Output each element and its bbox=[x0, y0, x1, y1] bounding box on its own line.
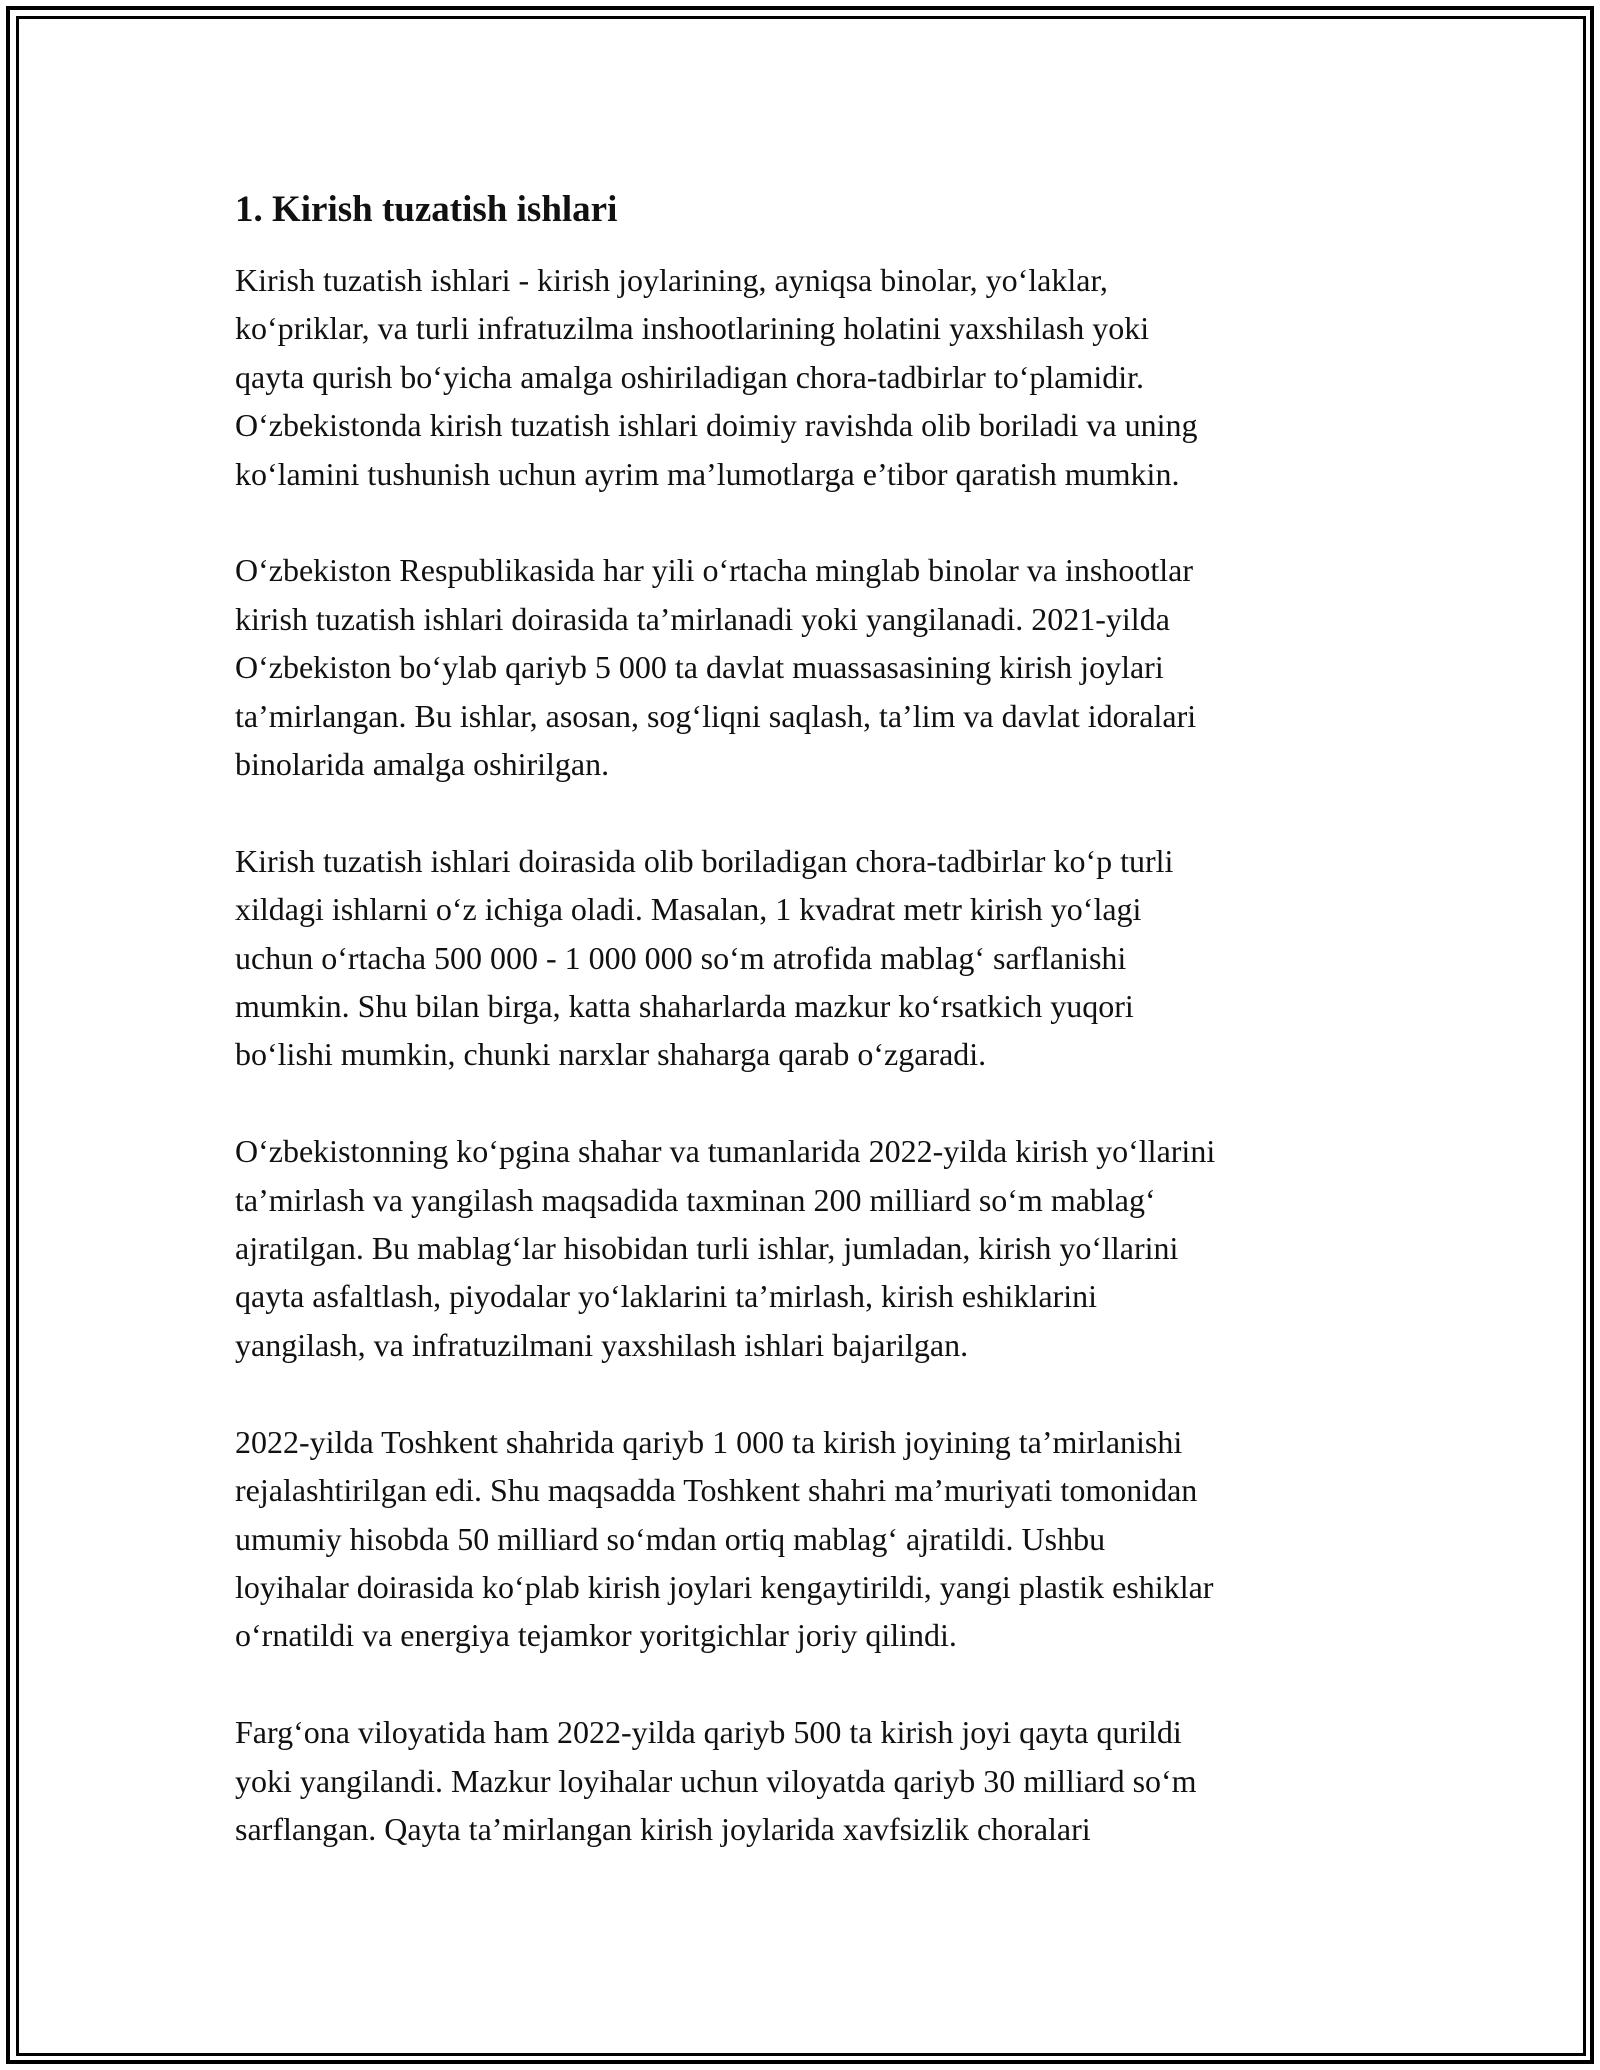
text-line: sarflangan. Qayta ta’mirlangan kirish joylarida xavfsizlik choralari bbox=[235, 1810, 1091, 1847]
text-line: O‘zbekistonda kirish tuzatish ishlari doimiy ravishda olib boriladi va uning bbox=[235, 407, 1198, 444]
text-line: binolarida amalga oshirilgan. bbox=[235, 746, 610, 783]
document-body bbox=[235, 186, 1375, 1902]
text-line: yoki yangilandi. Mazkur loyihalar uchun viloyatda qariyb 30 milliard so‘m bbox=[235, 1762, 1197, 1799]
text-line: Kirish tuzatish ishlari doirasida olib boriladigan chora-tadbirlar ko‘p turli bbox=[235, 842, 1174, 879]
text-line: bo‘lishi mumkin, chunki narxlar shaharga qarab o‘zgaradi. bbox=[235, 1036, 987, 1073]
text-line: ta’mirlash va yangilash maqsadida taxminan 200 milliard so‘m mablag‘ bbox=[235, 1181, 1156, 1218]
text-line: ko‘priklar, va turli infratuzilma inshootlarining holatini yaxshilash yoki bbox=[235, 310, 1150, 347]
text-line: yangilash, va infratuzilmani yaxshilash ishlari bajarilgan. bbox=[235, 1326, 969, 1363]
text-line: kirish tuzatish ishlari doirasida ta’mirlanadi yoki yangilanadi. 2021-yilda bbox=[235, 600, 1170, 637]
paragraph-2 bbox=[235, 546, 1375, 788]
paragraph-3 bbox=[235, 837, 1375, 1079]
text-line: o‘rnatildi va energiya tejamkor yoritgichlar joriy qilindi. bbox=[235, 1617, 957, 1654]
paragraph-1 bbox=[235, 256, 1375, 498]
text-line: ta’mirlangan. Bu ishlar, asosan, sog‘liqni saqlash, ta’lim va davlat idoralari bbox=[235, 697, 1197, 734]
text-line: qayta qurish bo‘yicha amalga oshiriladigan chora-tadbirlar to‘plamidir. bbox=[235, 358, 1145, 395]
text-line: O‘zbekistonning ko‘pgina shahar va tumanlarida 2022-yilda kirish yo‘llarini bbox=[235, 1133, 1216, 1170]
text-line: mumkin. Shu bilan birga, katta shaharlarda mazkur ko‘rsatkich yuqori bbox=[235, 988, 1134, 1025]
paragraph-6 bbox=[235, 1708, 1375, 1853]
text-line: O‘zbekiston bo‘ylab qariyb 5 000 ta davlat muassasasining kirish joylari bbox=[235, 649, 1164, 686]
text-line: loyihalar doirasida ko‘plab kirish joylari kengaytirildi, yangi plastik eshiklar bbox=[235, 1568, 1214, 1605]
text-line: 2022-yilda Toshkent shahrida qariyb 1 000 ta kirish joyining ta’mirlanishi bbox=[235, 1423, 1183, 1460]
section-heading: 1. Kirish tuzatish ishlari bbox=[235, 189, 618, 230]
text-line: Farg‘ona viloyatida ham 2022-yilda qariyb 500 ta kirish joyi qayta qurildi bbox=[235, 1714, 1182, 1751]
text-line: Kirish tuzatish ishlari - kirish joylarining, ayniqsa binolar, yo‘laklar, bbox=[235, 262, 1108, 298]
text-line: qayta asfaltlash, piyodalar yo‘laklarini ta’mirlash, kirish eshiklarini bbox=[235, 1278, 1097, 1315]
text-line: umumiy hisobda 50 milliard so‘mdan ortiq mablag‘ ajratildi. Ushbu bbox=[235, 1520, 1106, 1557]
text-line: ajratilgan. Bu mablag‘lar hisobidan turli ishlar, jumladan, kirish yo‘llarini bbox=[235, 1230, 1179, 1267]
text-line: ko‘lamini tushunish uchun ayrim ma’lumotlarga e’tibor qaratish mumkin. bbox=[235, 455, 1180, 492]
text-line: uchun o‘rtacha 500 000 - 1 000 000 so‘m atrofida mablag‘ sarflanishi bbox=[235, 939, 1127, 976]
paragraph-5 bbox=[235, 1418, 1375, 1660]
text-line: xildagi ishlarni o‘z ichiga oladi. Masalan, 1 kvadrat metr kirish yo‘lagi bbox=[235, 891, 1142, 928]
text-line: rejalashtirilgan edi. Shu maqsadda Toshkent shahri ma’muriyati tomonidan bbox=[235, 1472, 1198, 1509]
text-line: O‘zbekiston Respublikasida har yili o‘rtacha minglab binolar va inshootlar bbox=[235, 552, 1193, 589]
paragraph-4 bbox=[235, 1127, 1375, 1369]
